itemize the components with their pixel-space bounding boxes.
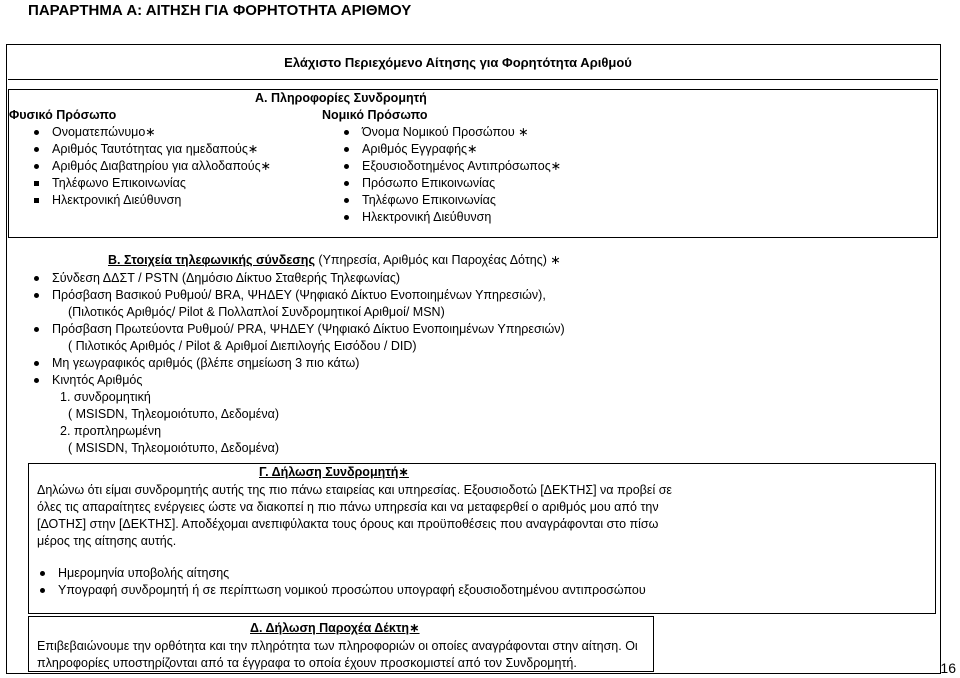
list-item: Εξουσιοδοτημένος Αντιπρόσωπος∗ [340,158,561,175]
bullet-icon [344,130,349,135]
bullet-icon [34,276,39,281]
list-item: Πρόσωπο Επικοινωνίας [340,175,561,192]
list-item: Κινητός Αριθμός [30,372,565,389]
bullet-icon [34,164,39,169]
list-item: 1. συνδρομητική [60,390,151,404]
bullet-icon [40,571,45,576]
bullet-icon [34,147,39,152]
list-item: Ημερομηνία υποβολής αίτησης [36,565,646,582]
square-bullet-icon [34,181,39,186]
list-item: Πρόσβαση Βασικού Ρυθμού/ BRA, ΨΗΔΕΥ (Ψηφιακό Δίκτυο Ενοποιημένων Υπηρεσιών), [30,287,565,304]
list-item: Μη γεωγραφικός αριθμός (βλέπε σημείωση 3 πιο κάτω) [30,355,565,372]
section-b-title: Β. Στοιχεία τηλεφωνικής σύνδεσης (Υπηρεσία, Αριθμός και Παροχέας Δότης) ∗ [108,253,561,267]
form-title: Ελάχιστο Περιεχόμενο Αίτησης για Φορητότητα Αριθμού [284,55,632,70]
section-c-title: Γ. Δήλωση Συνδρομητή∗ [259,465,409,479]
list-item: 2. προπληρωμένη [60,424,162,438]
natural-person-title: Φυσικό Πρόσωπο [9,108,117,122]
form-title-row [8,46,938,80]
list-item: Ηλεκτρονική Διεύθυνση [340,209,561,226]
list-item: Υπογραφή συνδρομητή ή σε περίπτωση νομικού προσώπου υπογραφή εξουσιοδοτημένου αντιπροσώπου [36,582,646,599]
bullet-icon [34,327,39,332]
list-item: Τηλέφωνο Επικοινωνίας [30,175,271,192]
bullet-icon [34,378,39,383]
list-item: ( MSISDN, Τηλεομοιότυπο, Δεδομένα) [68,441,280,455]
legal-person-list [340,124,561,226]
bullet-icon [344,215,349,220]
natural-person-list [30,124,271,209]
section-c-paragraph: Δηλώνω ότι είμαι συνδρομητής αυτής της πιο πάνω εταιρείας και υπηρεσίας. Εξουσιοδοτώ [ΔΕΚΤΗΣ] να προβεί σε όλες τις απαραίτητες ενέργειες ώστε να διακοπεί η πιο πάνω υπηρεσία και να μεταφερθεί ο αριθμός μου από την [ΔΟΤΗΣ] στην [ΔΕΚΤΗΣ]. Αποδέχομαι ανεπιφύλακτα τους όρους και προϋποθέσεις που αναγράφονται στο πίσω μέρος της αίτησης αυτής. [37,483,672,548]
section-d-title: Δ. Δήλωση Παροχέα Δέκτη∗ [250,621,420,635]
list-item: Πρόσβαση Πρωτεύοντα Ρυθμού/ PRA, ΨΗΔΕΥ (Ψηφιακό Δίκτυο Ενοποιημένων Υπηρεσιών) [30,321,565,338]
list-item: Αριθμός Εγγραφής∗ [340,141,561,158]
list-item: Σύνδεση ΔΔΣΤ / PSTN (Δημόσιο Δίκτυο Σταθερής Τηλεφωνίας) [30,270,565,287]
list-item: Ηλεκτρονική Διεύθυνση [30,192,271,209]
bullet-icon [34,130,39,135]
list-item: Αριθμός Ταυτότητας για ημεδαπούς∗ [30,141,271,158]
section-d-paragraph: Επιβεβαιώνουμε την ορθότητα και την πληρότητα των πληροφοριών οι οποίες αναγράφονται στην αίτηση. Οι πληροφορίες υποστηρίζονται από τα έγγραφα το οποία έχουν προσκομιστεί από τον Συνδρομητή. [37,639,638,670]
bullet-icon [344,147,349,152]
list-item: Ονοματεπώνυμο∗ [30,124,271,141]
bullet-icon [344,181,349,186]
list-item: (Πιλοτικός Αριθμός/ Pilot & Πολλαπλοί Συνδρομητικοί Αριθμοί/ MSN) [68,305,445,319]
page-heading: ΠΑΡΑΡΤΗΜΑ Α: ΑΙΤΗΣΗ ΓΙΑ ΦΟΡΗΤΟΤΗΤΑ ΑΡΙΘΜΟΥ [28,2,412,19]
list-item: Αριθμός Διαβατηρίου για αλλοδαπούς∗ [30,158,271,175]
section-b-list [30,270,565,457]
bullet-icon [40,588,45,593]
section-c-list [36,565,646,599]
list-item: ( MSISDN, Τηλεομοιότυπο, Δεδομένα) [68,407,280,421]
bullet-icon [34,361,39,366]
page-number: 16 [940,660,956,676]
bullet-icon [344,198,349,203]
bullet-icon [34,293,39,298]
list-item: Τηλέφωνο Επικοινωνίας [340,192,561,209]
legal-person-title: Νομικό Πρόσωπο [322,108,428,122]
square-bullet-icon [34,198,39,203]
list-item: Όνομα Νομικού Προσώπου ∗ [340,124,561,141]
section-a-title: Α. Πληροφορίες Συνδρομητή [255,91,427,105]
list-item: ( Πιλοτικός Αριθμός / Pilot & Αριθμοί Διεπιλογής Εισόδου / DID) [68,339,417,353]
bullet-icon [344,164,349,169]
